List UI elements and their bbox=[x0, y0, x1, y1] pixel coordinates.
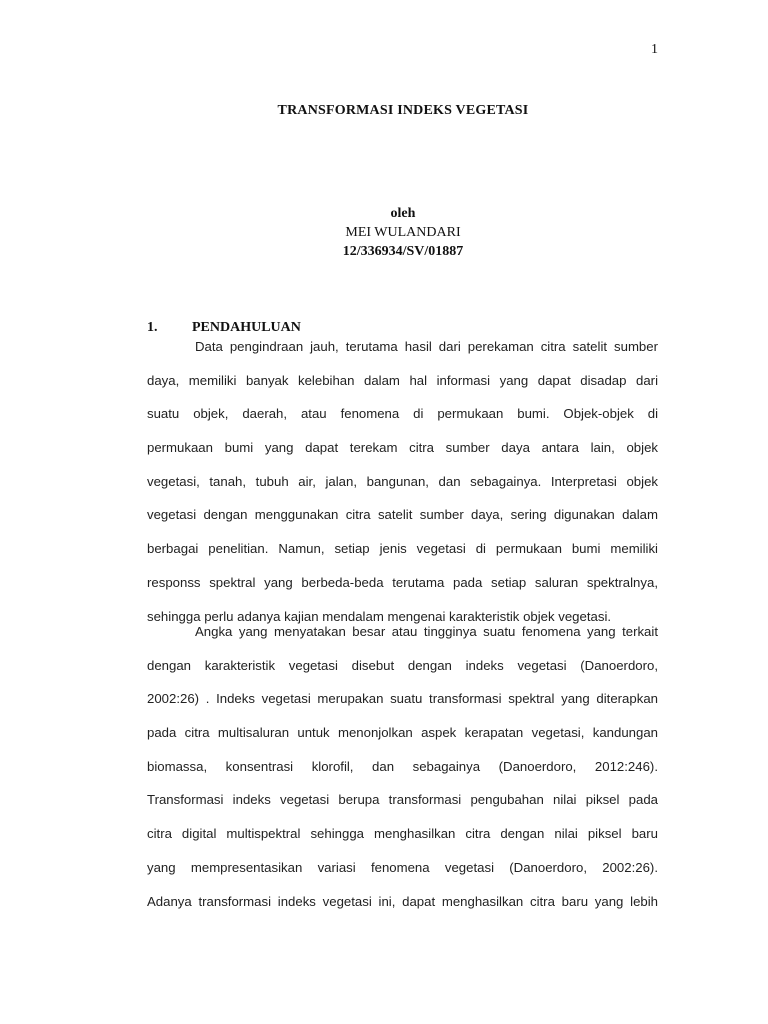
paragraph-line: pada citra multisaluran untuk menonjolkan aspek kerapatan vegetasi, kandungan bbox=[147, 725, 658, 741]
paragraph-line: Angka yang menyatakan besar atau tingginya suatu fenomena yang terkait bbox=[195, 624, 658, 639]
paragraph-line: berbagai penelitian. Namun, setiap jenis vegetasi di permukaan bumi memiliki bbox=[147, 541, 658, 557]
paragraph-2 bbox=[147, 623, 658, 926]
paragraph-line: Adanya transformasi indeks vegetasi ini, dapat menghasilkan citra baru yang lebih bbox=[147, 893, 658, 909]
author-name: MEI WULANDARI bbox=[345, 225, 461, 240]
paragraph-line: vegetasi, tanah, tubuh air, jalan, bangunan, dan sebagainya. Interpretasi objek bbox=[147, 473, 658, 489]
section-title: PENDAHULUAN bbox=[192, 320, 301, 335]
byline bbox=[0, 204, 768, 261]
paragraph-line: Transformasi indeks vegetasi berupa transformasi pengubahan nilai piksel pada bbox=[147, 792, 658, 808]
paragraph-line: dengan karakteristik vegetasi disebut dengan indeks vegetasi (Danoerdoro, bbox=[147, 657, 658, 673]
document-title: TRANSFORMASI INDEKS VEGETASI bbox=[277, 103, 529, 118]
page-number: 1 bbox=[651, 42, 658, 57]
paragraph-line: biomassa, konsentrasi klorofil, dan sebagainya (Danoerdoro, 2012:246). bbox=[147, 758, 658, 774]
paragraph-line: responss spektral yang berbeda-beda terutama pada setiap saluran spektralnya, bbox=[147, 574, 658, 590]
paragraph-line: sehingga perlu adanya kajian mendalam mengenai karakteristik objek vegetasi. bbox=[147, 608, 612, 624]
paragraph-line: permukaan bumi yang dapat terekam citra sumber daya antara lain, objek bbox=[147, 440, 658, 456]
paragraph-line: citra digital multispektral sehingga menghasilkan citra dengan nilai piksel baru bbox=[147, 826, 658, 842]
section-number: 1. bbox=[147, 320, 158, 335]
byline-by: oleh bbox=[390, 206, 416, 221]
paragraph-1 bbox=[147, 338, 658, 625]
paragraph-line: 2002:26) . Indeks vegetasi merupakan suatu transformasi spektral yang diterapkan bbox=[147, 691, 658, 707]
paragraph-line: yang mempresentasikan variasi fenomena vegetasi (Danoerdoro, 2002:26). bbox=[147, 859, 658, 875]
paragraph-line: daya, memiliki banyak kelebihan dalam hal informasi yang dapat disadap dari bbox=[147, 372, 658, 388]
paragraph-line: suatu objek, daerah, atau fenomena di permukaan bumi. Objek-objek di bbox=[147, 406, 658, 422]
student-id: 12/336934/SV/01887 bbox=[342, 244, 464, 259]
section-heading bbox=[147, 320, 301, 336]
paragraph-line: Data pengindraan jauh, terutama hasil dari perekaman citra satelit sumber bbox=[195, 339, 658, 354]
paragraph-line: vegetasi dengan menggunakan citra satelit sumber daya, sering digunakan dalam bbox=[147, 507, 658, 523]
